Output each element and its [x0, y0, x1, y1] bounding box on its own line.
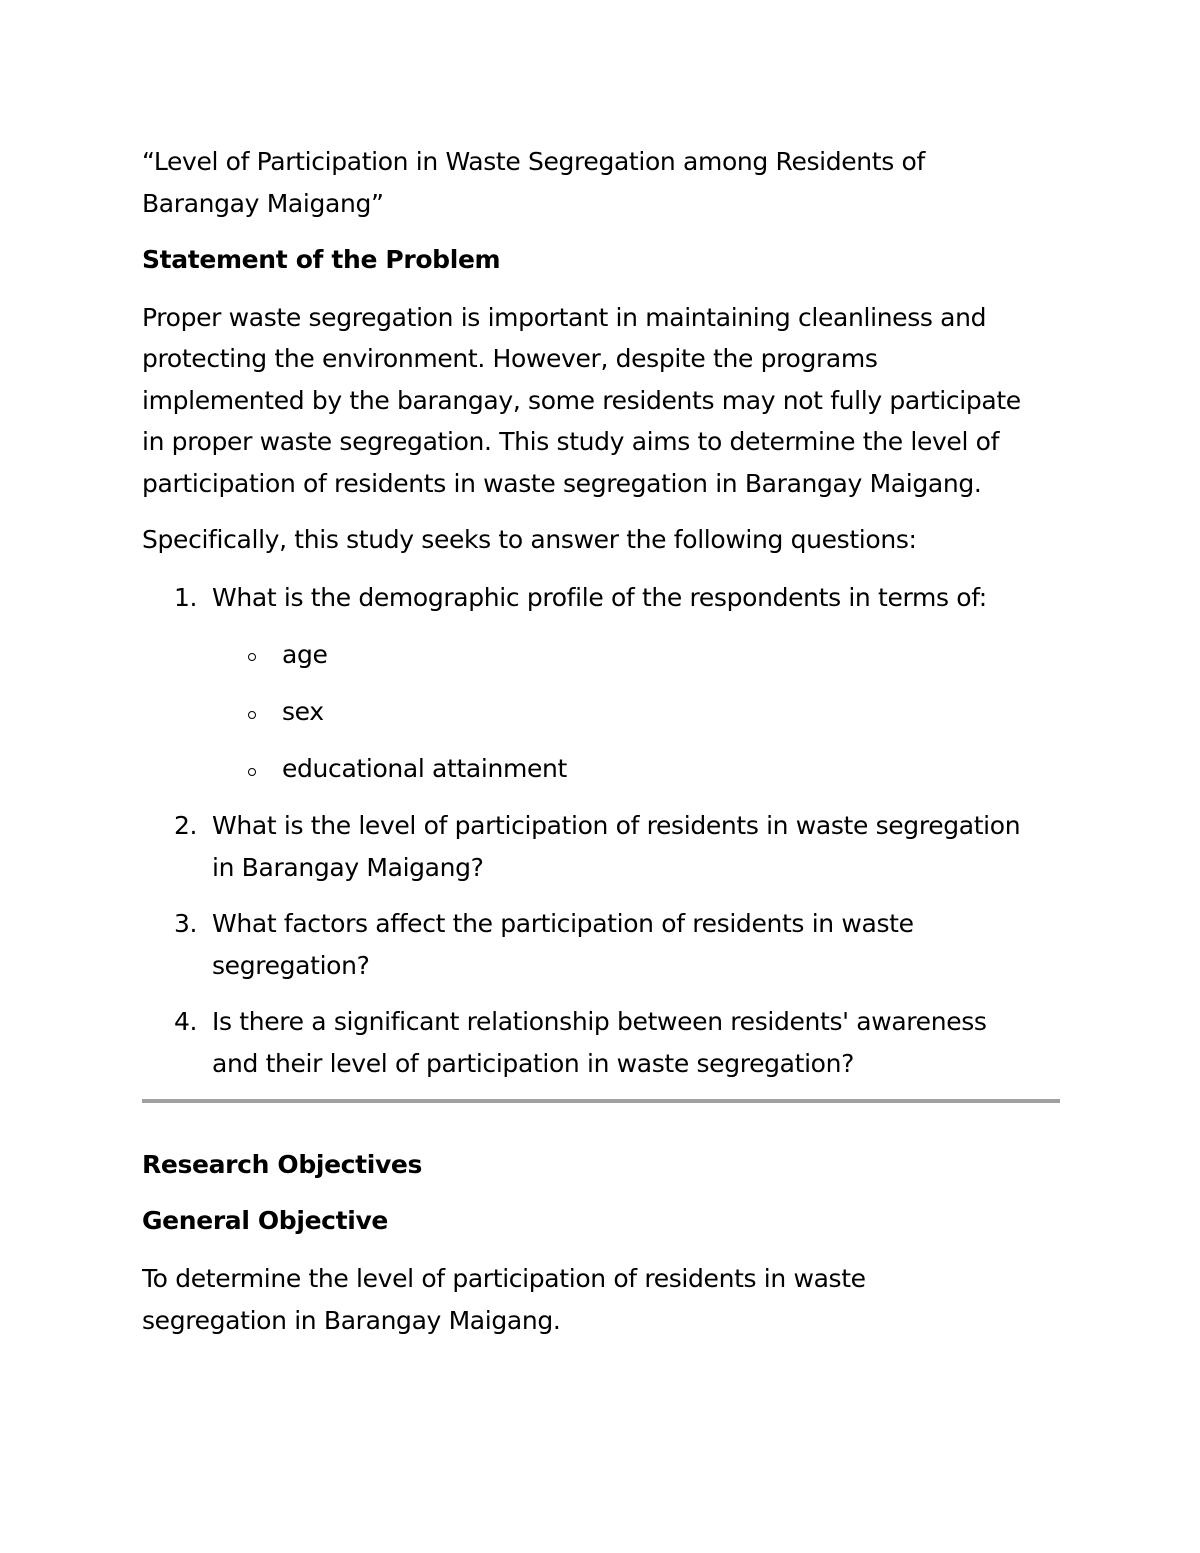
- intro-paragraph-line-1: Proper waste segregation is important in maintaining cleanliness and: [142, 303, 987, 332]
- hollow-bullet-icon: [248, 653, 256, 661]
- intro-paragraph-line-5: participation of residents in waste segregation in Barangay Maigang.: [142, 469, 982, 498]
- intro-paragraph-line-2: protecting the environment. However, despite the programs: [142, 344, 878, 373]
- sub-list-item: sex: [282, 697, 324, 726]
- horizontal-divider: [142, 1099, 1060, 1103]
- document-title-line-2: Barangay Maigang”: [142, 189, 384, 218]
- question-text-line: What factors affect the participation of residents in waste: [212, 909, 914, 938]
- lead-in-sentence: Specifically, this study seeks to answer the following questions:: [142, 525, 917, 554]
- question-text-line: segregation?: [212, 951, 370, 980]
- section-heading-general-objective: General Objective: [142, 1206, 389, 1235]
- hollow-bullet-icon: [248, 711, 256, 719]
- question-text-line: Is there a significant relationship between residents' awareness: [212, 1007, 987, 1036]
- question-number: 1.: [174, 583, 198, 612]
- question-text-line: in Barangay Maigang?: [212, 853, 484, 882]
- section-heading-statement-of-problem: Statement of the Problem: [142, 245, 501, 274]
- question-text-line: What is the level of participation of residents in waste segregation: [212, 811, 1021, 840]
- question-number: 4.: [174, 1007, 198, 1036]
- objective-paragraph-line-2: segregation in Barangay Maigang.: [142, 1306, 561, 1335]
- intro-paragraph-line-3: implemented by the barangay, some residents may not fully participate: [142, 386, 1021, 415]
- question-number: 3.: [174, 909, 198, 938]
- document-title-line-1: “Level of Participation in Waste Segregation among Residents of: [142, 147, 925, 176]
- question-text-line: and their level of participation in waste segregation?: [212, 1049, 855, 1078]
- hollow-bullet-icon: [248, 768, 256, 776]
- section-heading-research-objectives: Research Objectives: [142, 1150, 423, 1179]
- question-number: 2.: [174, 811, 198, 840]
- sub-list-item: age: [282, 640, 328, 669]
- question-text-line: What is the demographic profile of the respondents in terms of:: [212, 583, 987, 612]
- objective-paragraph-line-1: To determine the level of participation of residents in waste: [142, 1264, 866, 1293]
- sub-list-item: educational attainment: [282, 754, 567, 783]
- intro-paragraph-line-4: in proper waste segregation. This study aims to determine the level of: [142, 427, 1000, 456]
